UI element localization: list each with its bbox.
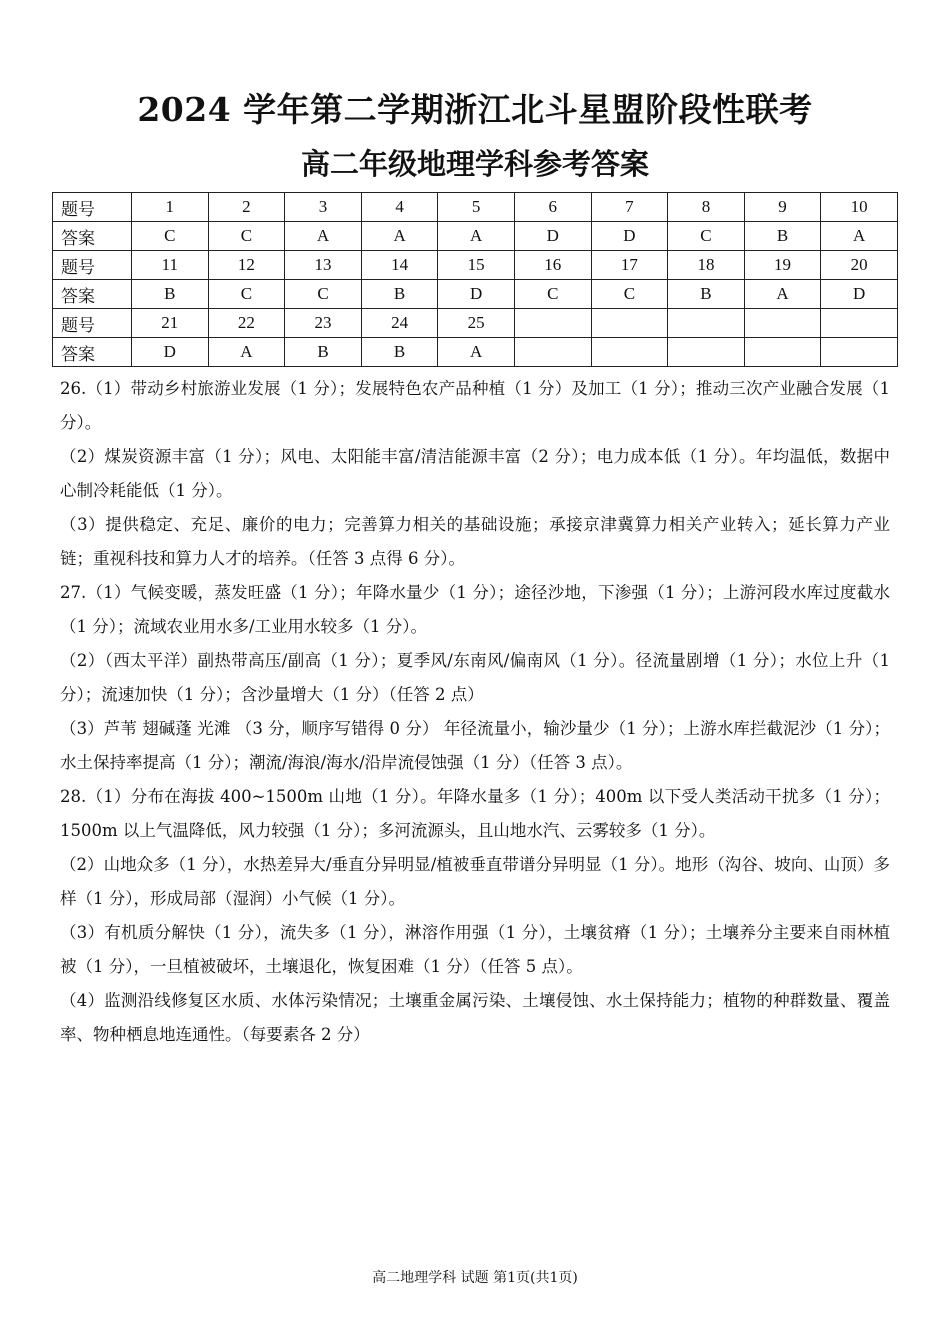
answer-cell: C [591, 280, 668, 309]
question-number-cell: 25 [438, 309, 515, 338]
question-number-cell: 9 [744, 193, 821, 222]
answer-cell: C [132, 222, 209, 251]
paragraph: （2）煤炭资源丰富（1 分）；风电、太阳能丰富/清洁能源丰富（2 分）；电力成本低（1 分）。年均温低，数据中心制冷耗能低（1 分）。 [60, 447, 890, 500]
page-footer: 高二地理学科 试题 第1页(共1页) [372, 1270, 578, 1286]
question-number-cell: 5 [438, 193, 515, 222]
question-number-cell: 19 [744, 251, 821, 280]
answer-cell: A [438, 338, 515, 367]
answer-cell: A [744, 280, 821, 309]
page-subtitle: 高二年级地理学科参考答案 [300, 147, 649, 181]
question-number-cell [821, 309, 898, 338]
row-label: 答案 [53, 338, 132, 367]
answer-cell: D [438, 280, 515, 309]
paragraph: 28.（1）分布在海拔 400~1500m 山地（1 分）。年降水量多（1 分）；400m 以下受人类活动干扰多（1 分）；1500m 以上气温降低，风力较强（1 分）；多河流源头，且山地水汽、云雾较多（1 分）。 [60, 787, 890, 840]
paragraph: （2）山地众多（1 分），水热差异大/垂直分异明显/植被垂直带谱分异明显（1 分）。地形（沟谷、坡向、山顶）多样（1 分），形成局部（湿润）小气候（1 分）。 [60, 855, 890, 908]
question-number-cell: 2 [208, 193, 285, 222]
paragraph: （2）（西太平洋）副热带高压/副高（1 分）；夏季风/东南风/偏南风（1 分）。径流量剧增（1 分）；水位上升（1 分）；流速加快（1 分）；含沙量增大（1 分）（任答 2 点） [60, 651, 890, 704]
paragraph: （3）有机质分解快（1 分），流失多（1 分），淋溶作用强（1 分），土壤贫瘠（1 分）；土壤养分主要来自雨林植被（1 分），一旦植被破坏，土壤退化，恢复困难（1 分）（任答 5 点）。 [60, 923, 890, 976]
page-title: 2024 学年第二学期浙江北斗星盟阶段性联考 [137, 90, 813, 129]
question-number-cell [514, 309, 591, 338]
question-number-cell: 24 [361, 309, 438, 338]
answer-cell [821, 338, 898, 367]
answer-content [60, 372, 890, 1052]
question-number-cell [668, 309, 745, 338]
answer-cell: B [744, 222, 821, 251]
question-number-cell: 12 [208, 251, 285, 280]
row-label: 题号 [53, 309, 132, 338]
question-number-cell: 17 [591, 251, 668, 280]
answer-row [53, 338, 898, 367]
paragraph: 27.（1）气候变暖，蒸发旺盛（1 分）；年降水量少（1 分）；途径沙地，下渗强（1 分）；上游河段水库过度截水（1 分）；流域农业用水多/工业用水较多（1 分）。 [60, 583, 890, 636]
row-label: 答案 [53, 280, 132, 309]
answer-cell: B [361, 280, 438, 309]
answer-cell: A [285, 222, 362, 251]
answer-table [52, 192, 898, 367]
question-number-cell: 11 [132, 251, 209, 280]
answer-cell: B [668, 280, 745, 309]
paragraph: （3）芦苇 翅碱蓬 光滩 （3 分，顺序写错得 0 分） 年径流量小，输沙量少（1 分）；上游水库拦截泥沙（1 分）；水土保持率提高（1 分）；潮流/海浪/海水/沿岸流侵蚀强（1 分）（任答 3 点）。 [60, 719, 890, 772]
question-number-cell: 10 [821, 193, 898, 222]
question-number-cell: 7 [591, 193, 668, 222]
question-number-cell: 6 [514, 193, 591, 222]
row-label: 题号 [53, 251, 132, 280]
question-number-cell: 23 [285, 309, 362, 338]
question-number-cell: 20 [821, 251, 898, 280]
answer-cell [668, 338, 745, 367]
answer-cell: D [821, 280, 898, 309]
row-label: 题号 [53, 193, 132, 222]
answer-cell: C [514, 280, 591, 309]
answer-cell: D [132, 338, 209, 367]
question-number-cell: 14 [361, 251, 438, 280]
question-number-cell: 8 [668, 193, 745, 222]
question-number-cell: 4 [361, 193, 438, 222]
paragraph: （3）提供稳定、充足、廉价的电力；完善算力相关的基础设施；承接京津冀算力相关产业转入；延长算力产业链；重视科技和算力人才的培养。（任答 3 点得 6 分）。 [60, 515, 890, 568]
answer-cell: A [438, 222, 515, 251]
answer-cell: B [361, 338, 438, 367]
question-number-cell: 13 [285, 251, 362, 280]
question-number-row [53, 309, 898, 338]
answer-cell: C [208, 280, 285, 309]
question-number-cell: 22 [208, 309, 285, 338]
paragraph: 26.（1）带动乡村旅游业发展（1 分）；发展特色农产品种植（1 分）及加工（1 分）；推动三次产业融合发展（1 分）。 [60, 379, 890, 432]
answer-cell: A [208, 338, 285, 367]
question-number-row [53, 251, 898, 280]
question-number-cell: 1 [132, 193, 209, 222]
answer-cell: B [285, 338, 362, 367]
question-number-row [53, 193, 898, 222]
answer-row [53, 222, 898, 251]
answer-row [53, 280, 898, 309]
answer-cell: A [821, 222, 898, 251]
question-number-cell: 21 [132, 309, 209, 338]
answer-cell: D [514, 222, 591, 251]
answer-cell: C [285, 280, 362, 309]
answer-cell [744, 338, 821, 367]
answer-cell: A [361, 222, 438, 251]
question-number-cell: 18 [668, 251, 745, 280]
paragraph: （4）监测沿线修复区水质、水体污染情况；土壤重金属污染、土壤侵蚀、水土保持能力；植物的种群数量、覆盖率、物种栖息地连通性。（每要素各 2 分） [60, 991, 890, 1044]
question-number-cell: 15 [438, 251, 515, 280]
answer-cell [591, 338, 668, 367]
question-number-cell: 16 [514, 251, 591, 280]
question-number-cell [744, 309, 821, 338]
answer-cell [514, 338, 591, 367]
answer-cell: C [208, 222, 285, 251]
row-label: 答案 [53, 222, 132, 251]
answer-cell: C [668, 222, 745, 251]
question-number-cell: 3 [285, 193, 362, 222]
answer-cell: B [132, 280, 209, 309]
question-number-cell [591, 309, 668, 338]
answer-cell: D [591, 222, 668, 251]
